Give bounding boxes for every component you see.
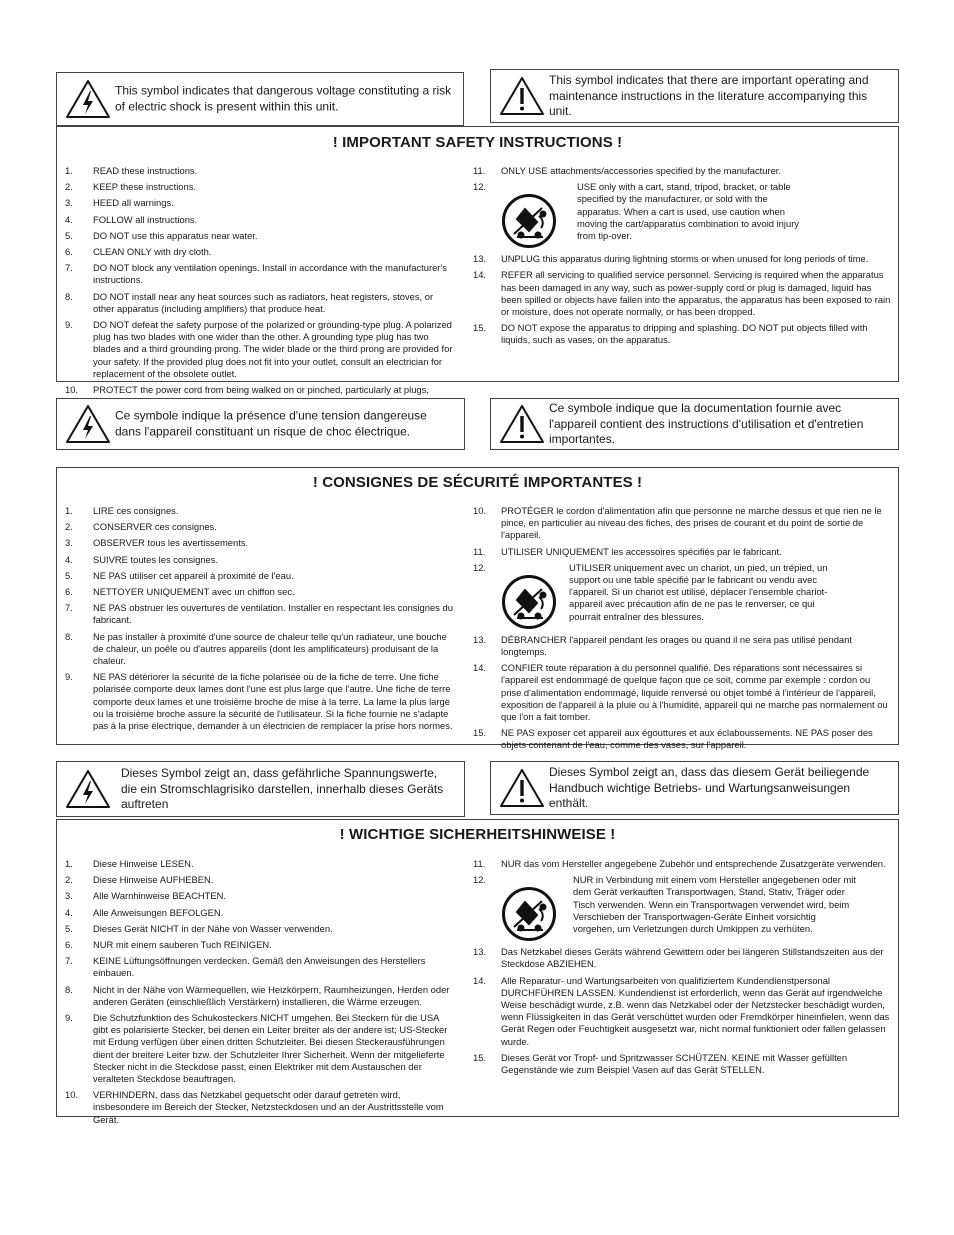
item-number: 10. — [473, 505, 487, 516]
item-text: Diese Hinweise AUFHEBEN. — [93, 874, 214, 886]
list-item — [473, 269, 891, 318]
item-number: 9. — [65, 671, 73, 683]
item-number: 2. — [65, 521, 73, 533]
fr-voltage-symbol-box — [56, 398, 465, 450]
item-text: REFER all servicing to qualified service personnel. Servicing is required when the apparatus has been damaged in any way, such as power-supply cord or plug is damaged, liquid has been spilled or objects have fallen into the apparatus, the apparatus has been exposed to rain or moisture, does not operate normally, or has been dropped. — [501, 269, 891, 318]
fr-safety-section — [56, 467, 899, 751]
item-number: 13. — [473, 253, 487, 265]
item-number: 4. — [65, 553, 73, 565]
item-number: 14. — [473, 662, 487, 674]
list-item — [65, 602, 455, 626]
item-number: 2. — [65, 874, 73, 886]
lightning-bolt-triangle-icon — [65, 78, 111, 120]
list-item — [473, 322, 891, 346]
fr-caution-symbol-box — [490, 398, 899, 450]
en-right-column — [473, 165, 891, 347]
en-cart-item: 12. USE only with a cart, stand, tripod, bracket, or table specified by the manufacturer, or sold with the apparatus. When a cart is used, use caution when moving the cart/apparatus combination to avoid injury from tip-over. — [473, 181, 891, 249]
item-number: 10. — [65, 384, 79, 396]
item-text: CLEAN ONLY with dry cloth. — [93, 246, 212, 258]
list-item — [65, 939, 455, 951]
list-item — [473, 662, 891, 723]
item-text: PROTECT the power cord from being walked on or pinched, particularly at plugs, — [93, 384, 429, 396]
item-text: READ these instructions. — [93, 165, 198, 176]
list-item — [473, 253, 891, 265]
item-number: 9. — [65, 319, 73, 331]
item-number: 13. — [473, 946, 487, 958]
exclamation-triangle-icon — [499, 767, 545, 809]
item-number: 13. — [473, 633, 487, 645]
list-item — [65, 671, 455, 732]
item-text: DÉBRANCHER l'appareil pendant les orages ou quand il ne sera pas utilisé pendant longtemps. — [501, 633, 852, 658]
list-item — [473, 1052, 891, 1076]
list-item — [65, 1012, 455, 1085]
item-text: UTILISER UNIQUEMENT les accessoires spécifiés par le fabricant. — [501, 545, 782, 557]
list-item — [473, 975, 891, 1048]
item-number: 8. — [65, 290, 73, 302]
list-item — [65, 984, 455, 1008]
item-text: DO NOT use this apparatus near water. — [93, 229, 258, 241]
item-text: PROTÉGER le cordon d'alimentation afin que personne ne marche dessus et que rien ne le pince, en particulier au niveau des fiches, des prises de courant et du point de sortie de l'appareil. — [501, 505, 882, 541]
item-text: HEED all warnings. — [93, 197, 174, 209]
item-text: NUR das vom Hersteller angegebene Zubehör und entsprechende Zusatzgeräte verwenden. — [501, 858, 886, 869]
en-safety-section — [56, 126, 899, 396]
en-caution-symbol-box — [490, 69, 899, 123]
list-item — [65, 165, 455, 177]
list-item — [65, 554, 455, 566]
list-item — [65, 858, 455, 870]
list-item — [65, 319, 455, 380]
list-item — [65, 1089, 455, 1126]
cart-tipover-warning-icon — [501, 886, 557, 942]
de-left-column — [65, 858, 455, 1126]
item-number: 7. — [65, 262, 73, 274]
item-number: 11. — [473, 858, 486, 869]
list-item — [65, 874, 455, 886]
list-item — [473, 946, 891, 970]
item-text: VERHINDERN, dass das Netzkabel gequetscht oder darauf getreten wird, insbesondere im Bereich der Stecker, Netzsteckdosen und an der Austrittsstelle vom Gerät. — [93, 1089, 444, 1125]
item-number: 5. — [65, 922, 73, 934]
de-section-title: ! WICHTIGE SICHERHEITSHINWEISE ! — [339, 826, 616, 843]
list-item — [65, 923, 455, 935]
item-number: 6. — [65, 586, 73, 598]
list-item — [65, 521, 455, 533]
item-text: KEINE Lüftungsöffnungen verdecken. Gemäß den Anweisungen des Herstellers einbauen. — [93, 955, 426, 979]
list-item — [473, 634, 891, 658]
item-text: UNPLUG this apparatus during lightning storms or when unused for long periods of time. — [501, 253, 869, 265]
list-item — [65, 291, 455, 315]
item-text: Das Netzkabel dieses Geräts während Gewittern oder bei längeren Stillstandszeiten aus der Steckdose ABZIEHEN. — [501, 946, 884, 970]
item-text: CONFIER toute réparation à du personnel qualifié. Des réparations sont nécessaires si l'appareil est endommagé de quelque façon que ce soit, comme par exemple : cordon ou prise d'alimentation endommagé, liquide renversé ou objet tombé à l'intérieur de l'appareil, exposition de l'appareil à la pluie ou à l'humidité, appareil qui ne marche pas normalement ou que l'on a fait tomber. — [501, 662, 888, 723]
item-text: Dieses Gerät NICHT in der Nähe von Wasser verwenden. — [93, 922, 333, 934]
item-text: Nicht in der Nähe von Wärmequellen, wie Heizkörpern, Raumheizungen, Herden oder anderen Geräten (einschließlich Verstärkern) installieren, die Wärme erzeugen. — [93, 983, 450, 1007]
item-text: NUR mit einem sauberen Tuch REINIGEN. — [93, 939, 272, 951]
exclamation-triangle-icon — [499, 75, 545, 117]
list-item — [473, 165, 891, 177]
item-number: 15. — [473, 1051, 487, 1063]
de-right-column — [473, 858, 891, 1076]
list-item — [65, 586, 455, 598]
item-number: 1. — [65, 165, 73, 176]
list-item — [65, 537, 455, 549]
item-text: NETTOYER UNIQUEMENT avec un chiffon sec. — [93, 586, 295, 598]
item-text: KEEP these instructions. — [93, 181, 197, 193]
item-text: NE PAS détériorer la sécurité de la fiche polarisée ou de la fiche de terre. Une fiche polarisée comporte deux lames dont l'une est plus large que l'autre. Une fiche de terre comporte deux lames et une troisième broche de mise à la terre. La lame la plus large ou la troisième broche assure la sécurité de l'utilisateur. Si la fiche fournie ne s'adapte pas à la prise électrique, demander à un électricien de remplacer la prise hors normes. — [93, 671, 453, 732]
en-cart-text: USE only with a cart, stand, tripod, bracket, or table specified by the manufacturer, or sold with the apparatus. When a cart is used, use caution when moving the cart/apparatus combination to avoid injury from tip-over. — [577, 181, 799, 242]
item-text: DO NOT expose the apparatus to dripping and splashing. DO NOT put objects filled with liquids, such as vases, on the apparatus. — [501, 322, 868, 346]
fr-cart-text: UTILISER uniquement avec un chariot, un pied, un trépied, un support ou une table spécifié par le fabricant ou vendu avec l'appareil. Si un chariot est utilisé, déplacer l'ensemble chariot-appareil avec précaution afin de ne pas le renverser, ce qui pourrait entraîner des blessures. — [569, 561, 828, 622]
fr-right-column — [473, 505, 891, 752]
en-voltage-text: This symbol indicates that dangerous voltage constituting a risk of electric shock is present within this unit. — [115, 83, 452, 113]
de-caution-symbol-box — [490, 761, 899, 815]
fr-caution-text: Ce symbole indique que la documentation fournie avec l'appareil contient des instructions d'utilisation et d'entretien importantes. — [549, 400, 864, 446]
item-number: 6. — [65, 246, 73, 258]
item-number: 6. — [65, 939, 73, 951]
de-voltage-text: Dieses Symbol zeigt an, dass gefährliche Spannungswerte, die ein Stromschlagrisiko darstellen, innerhalb dieses Geräts auftreten — [121, 765, 444, 811]
list-item — [65, 631, 455, 668]
item-number: 5. — [65, 229, 73, 241]
item-number: 11. — [473, 545, 486, 557]
item-number: 11. — [473, 165, 486, 176]
list-item — [65, 197, 455, 209]
item-number: 14. — [473, 974, 487, 986]
list-item — [65, 890, 455, 902]
item-text: OBSERVER tous les avertissements. — [93, 537, 249, 549]
item-text: DO NOT install near any heat sources such as radiators, heat registers, stoves, or other apparatus (including amplifiers) that produce heat. — [93, 290, 434, 314]
item-number: 14. — [473, 269, 487, 281]
item-number: 9. — [65, 1012, 73, 1024]
en-voltage-symbol-box — [56, 72, 464, 126]
fr-voltage-text: Ce symbole indique la présence d'une tension dangereuse dans l'appareil constituant un risque de choc électrique. — [115, 408, 427, 438]
item-number: 1. — [65, 858, 73, 869]
item-number: 3. — [65, 197, 73, 209]
en-caution-text: This symbol indicates that there are important operating and maintenance instructions in the literature accompanying this unit. — [549, 72, 869, 118]
item-number: 7. — [65, 602, 73, 614]
item-number: 5. — [65, 569, 73, 581]
exclamation-triangle-icon — [499, 403, 545, 445]
item-text: DO NOT defeat the safety purpose of the polarized or grounding-type plug. A polarized plug has two blades with one wider than the other. A grounding type plug has two blades and a third grounding prong. The wider blade or the third prong are provided for your safety. If the provided plug does not fit into your outlet, consult an electrician for replacement of the obsolete outlet. — [93, 319, 453, 379]
de-safety-section — [56, 819, 899, 1125]
item-number: 15. — [473, 322, 487, 334]
cart-tipover-warning-icon — [501, 574, 557, 630]
list-item — [65, 262, 455, 286]
item-text: Alle Reparatur- und Wartungsarbeiten von qualifiziertem Kundendienstpersonal DURCHFÜHREN LASSEN. Kundendienst ist erforderlich, wenn das Gerät auf irgendwelche Weise beschädigt wurde, z.B. wenn das Netzkabel oder der Netzstecker beschädigt wurden, wenn Flüssigkeiten in das Gerät verschüttet wurden oder Fremdkörper hineinfielen, wenn das Gerät Regen oder Feuchtigkeit ausgesetzt war, nicht normal funktioniert oder fallen gelassen wurde. — [501, 974, 890, 1047]
fr-left-column — [65, 505, 455, 732]
list-item — [65, 181, 455, 193]
list-item — [473, 546, 891, 558]
item-text: NE PAS utiliser cet appareil à proximité de l'eau. — [93, 569, 294, 581]
list-item — [65, 570, 455, 582]
item-text: NE PAS obstruer les ouvertures de ventilation. Installer en respectant les consignes du fabricant. — [93, 602, 453, 626]
de-cart-text: NUR in Verbindung mit einem vom Hersteller angegebenen oder mit dem Gerät verkauften Transportwagen, Stand, Stativ, Träger oder Tisch verwenden. Wenn ein Transportwagen verwendet wird, beim Verschieben der Transportwagen-Geräte Einheit vorsichtig vorgehen, um Verletzungen durch Umkippen zu verhüten. — [573, 874, 856, 935]
item-number: 7. — [65, 955, 73, 967]
item-number: 8. — [65, 630, 73, 642]
list-item — [473, 727, 891, 751]
item-text: FOLLOW all instructions. — [93, 213, 198, 225]
item-text: DO NOT block any ventilation openings. Install in accordance with the manufacturer's instructions. — [93, 262, 447, 286]
de-caution-text: Dieses Symbol zeigt an, dass das diesem Gerät beiliegende Handbuch wichtige Betriebs- und Wartungsanweisungen enthält. — [549, 764, 870, 810]
item-text: Dieses Gerät vor Tropf- und Spritzwasser SCHÜTZEN. KEINE mit Wasser gefüllten Gegenstände wie zum Beispiel Vasen auf das Gerät STELLEN. — [501, 1051, 848, 1076]
list-item — [473, 505, 891, 542]
item-text: Die Schutzfunktion des Schukosteckers NICHT umgehen. Bei Steckern für die USA gibt es polarisierte Stecker, bei denen ein Leiter breiter als der andere ist; US-Stecker mit Erdung verfügen über einen dritten Schutzleiter. Bei diesen Steckerausführungen dient der breitere Leiter bzw. der Schutzleiter Ihrer Sicherheit. Wenn der mitgelieferte Stecker nicht in die Steckdose passt, einen Elektriker mit dem Austauschen der veralteten Steckdose beauftragen. — [93, 1012, 448, 1085]
item-number: 3. — [65, 890, 73, 902]
item-text: CONSERVER ces consignes. — [93, 521, 217, 533]
lightning-bolt-triangle-icon — [65, 768, 111, 810]
cart-tipover-warning-icon — [501, 193, 557, 249]
list-item — [65, 246, 455, 258]
item-text: SUIVRE toutes les consignes. — [93, 553, 219, 565]
list-item — [65, 230, 455, 242]
item-number: 15. — [473, 727, 487, 739]
list-item — [65, 907, 455, 919]
fr-section-title: ! CONSIGNES DE SÉCURITÉ IMPORTANTES ! — [312, 474, 643, 491]
item-text: ONLY USE attachments/accessories specified by the manufacturer. — [501, 165, 781, 176]
item-text: Diese Hinweise LESEN. — [93, 858, 194, 869]
item-number: 4. — [65, 213, 73, 225]
item-text: Ne pas installer à proximité d'une source de chaleur telle qu'un radiateur, une bouche de chaleur, un poêle ou d'autres appareils (dont les amplificateurs) produisant de la chaleur. — [93, 630, 447, 667]
list-item — [473, 858, 891, 870]
item-number: 2. — [65, 181, 73, 193]
de-cart-item: 12. NUR in Verbindung mit einem vom Hersteller angegebenen oder mit dem Gerät verkauften Transportwagen, Stand, Stativ, Träger oder Tisch verwenden. Wenn ein Transportwagen verwendet wird, beim Verschieben der Transportwagen-Geräte Einheit vorsichtig vorgehen, um Verletzungen durch Umkippen zu verhüten. — [473, 874, 891, 942]
list-item — [65, 955, 455, 979]
lightning-bolt-triangle-icon — [65, 403, 111, 445]
en-section-title: ! IMPORTANT SAFETY INSTRUCTIONS ! — [332, 134, 623, 151]
item-number: 10. — [65, 1089, 79, 1101]
de-voltage-symbol-box — [56, 761, 465, 817]
fr-cart-item: 12. UTILISER uniquement avec un chariot, un pied, un trépied, un support ou une table spécifié par le fabricant ou vendu avec l'appareil. Si un chariot est utilisé, déplacer l'ensemble chariot-appareil avec précaution afin de ne pas le renverser, ce qui pourrait entraîner des blessures. — [473, 562, 891, 630]
list-item — [65, 214, 455, 226]
item-number: 8. — [65, 983, 73, 995]
item-text: LIRE ces consignes. — [93, 505, 179, 516]
item-number: 1. — [65, 505, 73, 516]
item-text: NE PAS exposer cet appareil aux égouttures et aux éclaboussements. NE PAS poser des objets contenant de l'eau, comme des vases, sur l'appareil. — [501, 727, 873, 751]
item-text: Alle Warnhinweise BEACHTEN. — [93, 890, 227, 902]
list-item — [65, 505, 455, 517]
item-number: 3. — [65, 537, 73, 549]
item-number: 4. — [65, 906, 73, 918]
item-text: Alle Anweisungen BEFOLGEN. — [93, 906, 224, 918]
en-left-column — [65, 165, 455, 408]
